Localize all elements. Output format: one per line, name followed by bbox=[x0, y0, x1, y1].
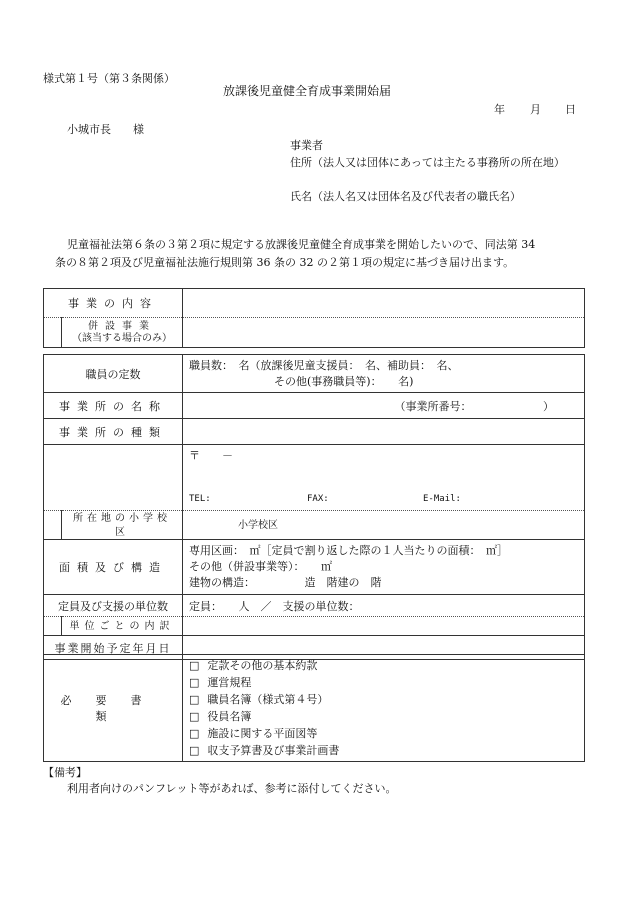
fax-label: FAX: bbox=[307, 494, 329, 504]
office-name-value[interactable] bbox=[183, 393, 585, 419]
business-content-value[interactable] bbox=[183, 289, 585, 318]
remarks-text: 利用者向けのパンフレット等があれば、参考に添付してください。 bbox=[67, 782, 397, 795]
capacity-value[interactable]: 定員： 人 ／ 支援の単位数： bbox=[183, 595, 585, 617]
unit-breakdown-label: 単位ごとの内訳 bbox=[62, 617, 183, 636]
date-year: 年 bbox=[494, 103, 505, 116]
school-district-label: 所在地の小学校区 bbox=[62, 511, 183, 540]
office-location-value[interactable] bbox=[183, 445, 585, 511]
recipient: 小城市長 様 bbox=[67, 123, 144, 136]
postal-code: 〒 － bbox=[189, 449, 233, 462]
document-item[interactable]: □ 役員名簿 bbox=[189, 710, 252, 723]
start-date-label: 事業開始予定年月日 bbox=[44, 636, 183, 660]
document-item[interactable]: □ 収支予算書及び事業計画書 bbox=[189, 744, 340, 757]
capacity-label: 定員及び支援の単位数 bbox=[44, 595, 183, 617]
document-item[interactable]: □ 職員名簿（様式第４号） bbox=[189, 693, 329, 706]
email-label: E-Mail: bbox=[423, 494, 461, 504]
checkbox-icon[interactable]: □ bbox=[189, 744, 200, 757]
applicant-label: 事業者 bbox=[290, 139, 323, 152]
statement-line2: 条の８第２項及び児童福祉法施行規則第 36 条の 32 の２第１項の規定に基づき届け出ます。 bbox=[55, 256, 515, 269]
facility-info-table bbox=[43, 354, 585, 660]
form-title: 放課後児童健全育成事業開始届 bbox=[223, 84, 392, 98]
checkbox-icon[interactable]: □ bbox=[189, 693, 200, 706]
office-name-label: 事業所の名称 bbox=[44, 393, 183, 419]
concurrent-business-value[interactable] bbox=[183, 318, 585, 348]
office-location-label bbox=[44, 445, 183, 511]
required-documents-label: 必要書類 bbox=[44, 655, 183, 762]
area-structure-label: 面積及び構造 bbox=[44, 540, 183, 595]
document-item[interactable]: □ 定款その他の基本約款 bbox=[189, 659, 318, 672]
office-type-value[interactable] bbox=[183, 419, 585, 445]
document-item[interactable]: □ 施設に関する平面図等 bbox=[189, 727, 318, 740]
business-content-table bbox=[43, 288, 585, 348]
checkbox-icon[interactable]: □ bbox=[189, 710, 200, 723]
concurrent-business-label: 併設事業 （該当する場合のみ） bbox=[62, 318, 183, 348]
date-month: 月 bbox=[530, 103, 541, 116]
required-documents-table bbox=[43, 654, 585, 762]
checkbox-icon[interactable]: □ bbox=[189, 659, 200, 672]
form-number: 様式第１号（第３条関係） bbox=[43, 72, 175, 85]
date-day: 日 bbox=[565, 103, 576, 116]
unit-breakdown-value[interactable] bbox=[183, 617, 585, 636]
business-content-label: 事業の内容 bbox=[44, 289, 183, 318]
staff-label: 職員の定数 bbox=[44, 355, 183, 393]
statement-line1: 児童福祉法第６条の３第２項に規定する放課後児童健全育成事業を開始したいので、同法第 34 bbox=[67, 238, 536, 251]
area-structure-value[interactable]: 専用区画： ㎡［定員で割り返した際の１人当たりの面積： ㎡］ その他（併設事業等）： ㎡ 建物の構造： 造 階建の 階 bbox=[183, 540, 585, 595]
checkbox-icon[interactable]: □ bbox=[189, 727, 200, 740]
document-item[interactable]: □ 運営規程 bbox=[189, 676, 252, 689]
office-type-label: 事業所の種類 bbox=[44, 419, 183, 445]
staff-value[interactable]: 職員数： 名（放課後児童支援員： 名、補助員： 名、 その他(事務職員等)： 名) bbox=[183, 355, 585, 393]
tel-label: TEL: bbox=[189, 494, 211, 504]
applicant-name: 氏名（法人名又は団体名及び代表者の職氏名） bbox=[290, 190, 521, 203]
checkbox-icon[interactable]: □ bbox=[189, 676, 200, 689]
required-documents-list bbox=[183, 655, 585, 762]
remarks-heading: 【備考】 bbox=[43, 766, 87, 779]
applicant-address: 住所（法人又は団体にあっては主たる事務所の所在地） bbox=[290, 156, 565, 169]
school-district-value[interactable]: 小学校区 bbox=[183, 511, 585, 540]
office-number: （事業所番号： ） bbox=[394, 399, 554, 413]
